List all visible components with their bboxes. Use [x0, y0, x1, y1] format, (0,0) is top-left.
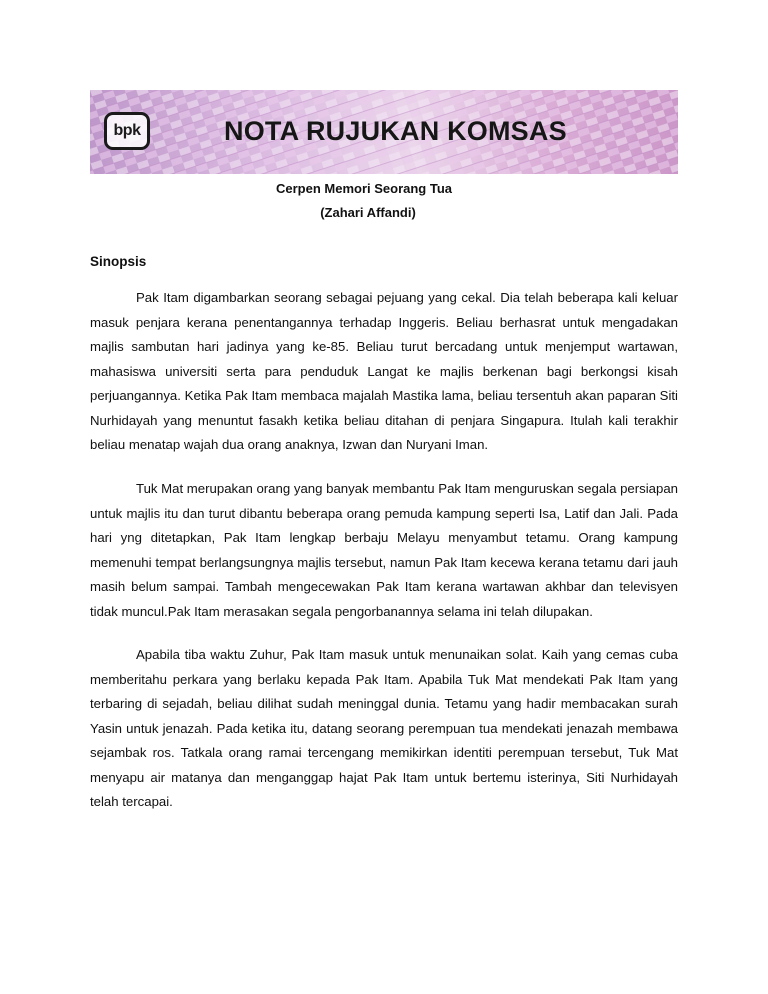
- banner-title: NOTA RUJUKAN KOMSAS: [224, 116, 567, 146]
- document-author: (Zahari Affandi): [320, 205, 416, 220]
- synopsis-paragraph-1: Pak Itam digambarkan seorang sebagai pejuang yang cekal. Dia telah beberapa kali keluar masuk penjara kerana penentangannya terhadap Inggeris. Beliau berhasrat untuk mengadakan majlis sambutan hari jadinya yang ke-85. Beliau turut bercadang untuk menjemput wartawan, mahasiswa universiti serta para penduduk Langat ke majlis berkenan bagi berkongsi kisah perjuangannya. Ketika Pak Itam membaca majalah Mastika lama, beliau tersentuh akan paparan Siti Nurhidayah yang menuntut fasakh ketika beliau ditahan di penjara Singapura. Itulah kali terakhir beliau menatap wajah dua orang anaknya, Izwan dan Nuryani Iman.: [90, 290, 678, 452]
- section-heading: Sinopsis: [90, 254, 147, 269]
- bpk-logo: bpk: [104, 112, 150, 150]
- header-banner: [90, 90, 678, 174]
- synopsis-paragraph-3: Apabila tiba waktu Zuhur, Pak Itam masuk untuk menunaikan solat. Kaih yang cemas cuba memberitahu perkara yang berlaku kepada Pak Itam. Apabila Tuk Mat mendekati Pak Itam yang terbaring di sejadah, beliau dilihat sudah meninggal dunia. Tetamu yang hadir membacakan surah Yasin untuk jenazah. Pada ketika itu, datang seorang perempuan tua mendekati jenazah membawa sejambak ros. Tatkala orang ramai tercengang memikirkan identiti perempuan tersebut, Tuk Mat menyapu air matanya dan menganggap hajat Pak Itam untuk bertemu isterinya, Siti Nurhidayah telah tercapai.: [90, 647, 678, 809]
- synopsis-paragraph-2: Tuk Mat merupakan orang yang banyak membantu Pak Itam menguruskan segala persiapan untuk majlis itu dan turut dibantu beberapa orang pemuda kampung seperti Isa, Latif dan Jali. Pada hari yng ditetapkan, Pak Itam lengkap berbaju Melayu menyambut tetamu. Orang kampung memenuhi tempat berlangsungnya majlis tersebut, namun Pak Itam kecewa kerana tetamu dari jauh masih belum sampai. Tambah mengecewakan Pak Itam kerana wartawan akhbar dan televisyen tidak muncul.Pak Itam merasakan segala pengorbanannya selama ini telah dilupakan.: [90, 481, 678, 619]
- document-title: Cerpen Memori Seorang Tua: [275, 181, 452, 196]
